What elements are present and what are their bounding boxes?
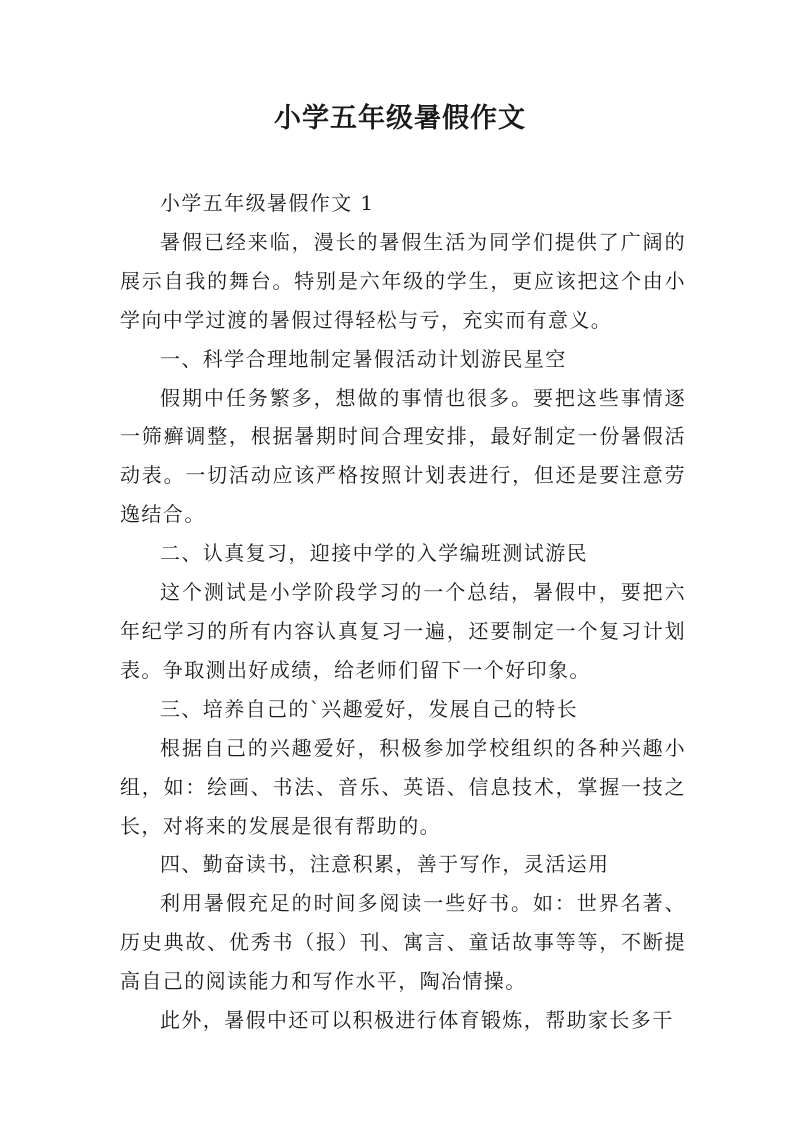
paragraph-subtitle: 小学五年级暑假作文 1 (160, 191, 375, 215)
section-heading: 三、培养自己的`兴趣爱好，发展自己的特长 (160, 696, 578, 721)
section-heading: 一、科学合理地制定暑假活动计划游民星空 (160, 346, 567, 371)
paragraph: 利用暑假充足的时间多阅读一些好书。如：世界名著、历史典故、优秀书（报）刊、寓言、童话故事等等，不断提高自己的阅读能力和写作水平，陶冶情操。 (120, 891, 686, 994)
paragraph: 这个测试是小学阶段学习的一个总结，暑假中，要把六年纪学习的所有内容认真复习一遍，还要制定一个复习计划表。争取测出好成绩，给老师们留下一个好印象。 (120, 580, 686, 682)
paragraph: 此外，暑假中还可以积极进行体育锻炼，帮助家长多干 (160, 1008, 674, 1033)
document-title: 小学五年级暑假作文 (274, 103, 526, 134)
paragraph: 假期中任务繁多，想做的事情也很多。要把这些事情逐一筛癣调整，根据暑期时间合理安排，最好制定一份暑假活动表。一切活动应该严格按照计划表进行，但还是要注意劳逸结合。 (120, 385, 686, 527)
paragraph: 暑假已经来临，漫长的暑假生活为同学们提供了广阔的展示自我的舞台。特别是六年级的学生，更应该把这个由小学向中学过渡的暑假过得轻松与亏，充实而有意义。 (120, 229, 686, 332)
section-heading: 四、勤奋读书，注意积累，善于写作，灵活运用 (160, 852, 610, 877)
paragraph: 根据自己的兴趣爱好，积极参加学校组织的各种兴趣小组，如：绘画、书法、音乐、英语、信息技术，掌握一技之长，对将来的发展是很有帮助的。 (120, 735, 686, 838)
document-body (120, 184, 686, 1040)
section-heading: 二、认真复习，迎接中学的入学编班测试游民 (160, 541, 588, 566)
